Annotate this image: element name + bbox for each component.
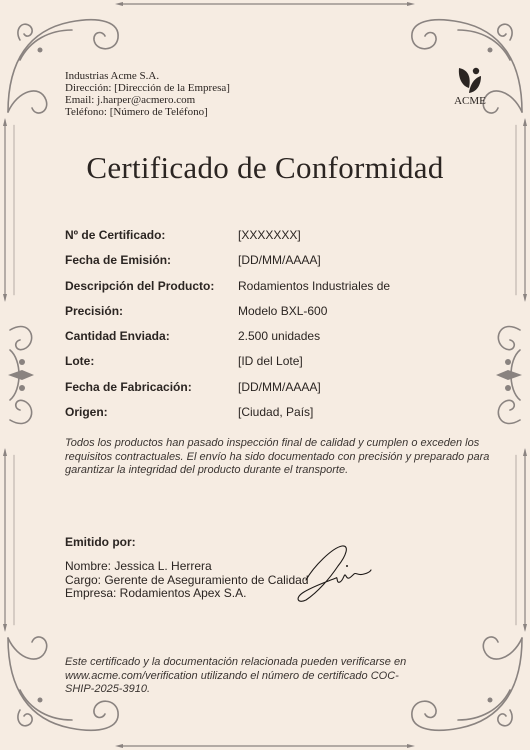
field-value: [Ciudad, País] [238, 405, 314, 420]
field-row [65, 279, 485, 304]
field-label: Descripción del Producto: [65, 278, 215, 293]
field-value: Rodamientos Industriales de [238, 278, 391, 293]
field-value: [DD/MM/AAAA] [238, 253, 321, 268]
company-phone: Teléfono: [Número de Teléfono] [65, 106, 208, 118]
signature-image [292, 540, 372, 606]
field-label: Lote: [65, 354, 95, 369]
field-value: [DD/MM/AAAA] [238, 379, 321, 394]
certificate-title: Certificado de Conformidad [86, 150, 444, 185]
field-label: Origen: [65, 405, 108, 420]
issuer-role: Cargo: Gerente de Aseguramiento de Calidad [65, 572, 309, 587]
certificate-fields [65, 228, 485, 430]
field-label: Nº de Certificado: [65, 228, 166, 242]
verification-note: Este certificado y la documentación relacionada pueden verificarse en www.acme.com/verification utilizando el número de certificado COC-SHIP-2025-3910. [65, 656, 407, 695]
issuer-name: Nombre: Jessica L. Herrera [65, 559, 212, 573]
company-email: Email: j.harper@acmero.com [65, 94, 196, 106]
field-row [65, 380, 485, 405]
issued-by-heading: Emitido por: [65, 535, 136, 549]
field-label: Fecha de Emisión: [65, 253, 172, 268]
field-value: 2.500 unidades [238, 329, 321, 344]
acme-leaf-icon [457, 66, 483, 94]
field-row [65, 405, 485, 430]
acme-logo [450, 66, 490, 107]
company-name: Industrias Acme S.A. [65, 70, 160, 82]
issuer-details [65, 560, 309, 601]
field-row [65, 329, 485, 354]
company-address: Dirección: [Dirección de la Empresa] [65, 82, 230, 94]
logo-text: ACME [454, 95, 486, 107]
conformity-statement: Todos los productos han pasado inspección final de calidad y cumplen o exceden los requisitos contractuales. El envío ha sido documentado con precisión y preparado para garantizar la integridad del producto durante el transporte. [65, 437, 490, 476]
field-row [65, 228, 485, 253]
field-row [65, 253, 485, 278]
field-label: Cantidad Enviada: [65, 329, 170, 344]
field-value: Modelo BXL-600 [238, 303, 328, 318]
field-value: [ID del Lote] [238, 354, 303, 369]
company-info [65, 70, 230, 118]
field-value: [XXXXXXX] [238, 228, 301, 242]
field-label: Precisión: [65, 303, 124, 318]
field-label: Fecha de Fabricación: [65, 379, 192, 394]
issuer-company: Empresa: Rodamientos Apex S.A. [65, 586, 247, 601]
field-row [65, 354, 485, 379]
field-row [65, 304, 485, 329]
